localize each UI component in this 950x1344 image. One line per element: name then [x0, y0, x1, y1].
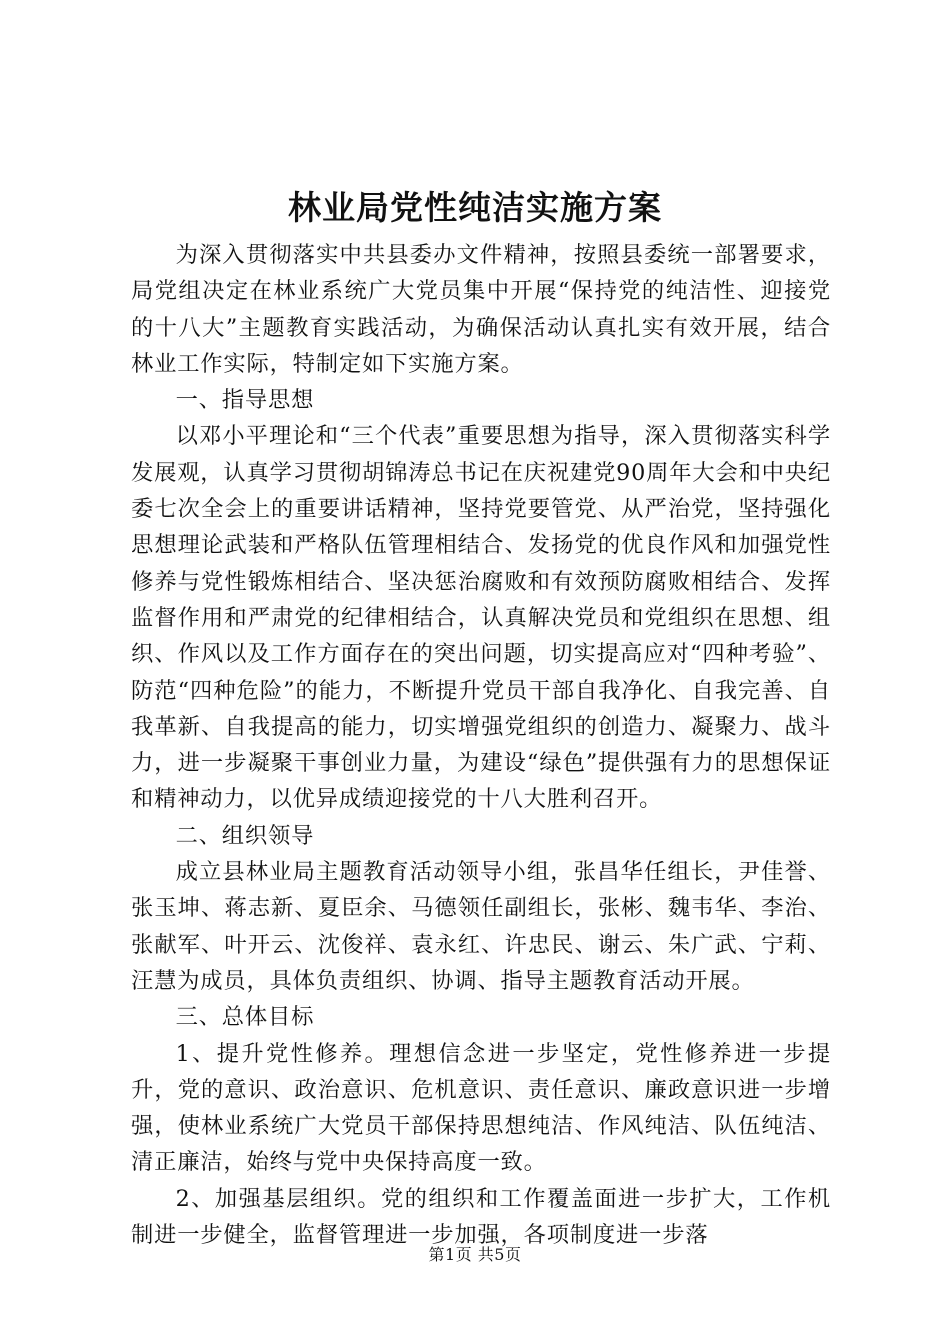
- section-heading-guiding-ideology: 一、指导思想: [175, 387, 315, 414]
- guiding-ideology-paragraph: 以邓小平理论和“三个代表”重要思想为指导，深入贯彻落实科学发展观，认真学习贯彻胡锦涛总书记在庆祝建党90周年大会和中央纪委七次全会上的重要讲话精神，坚持党要管党、从严治党，坚持强化思想理论武装和严格队伍管理相结合、发扬党的优良作风和加强党性修养与党性锻炼相结合、坚决惩治腐败和有效预防腐败相结合、发挥监督作用和严肃党的纪律相结合，认真解决党员和党组织在思想、组织、作风以及工作方面存在的突出问题，切实提高应对“四种考验”、防范“四种危险”的能力，不断提升党员干部自我净化、自我完善、自我革新、自我提高的能力，切实增强党组织的创造力、凝聚力、战斗力，进一步凝聚干事创业力量，为建设“绿色”提供强有力的思想保证和精神动力，以优异成绩迎接党的十八大胜利召开。: [131, 423, 831, 813]
- organization-leadership-paragraph: 成立县林业局主题教育活动领导小组，张昌华任组长，尹佳誉、张玉坤、蒋志新、夏臣余、马德领任副组长，张彬、魏韦华、李治、张献军、叶开云、沈俊祥、袁永红、许忠民、谢云、朱广武、宁莉、汪慧为成员，具体负责组织、协调、指导主题教育活动开展。: [131, 859, 831, 994]
- document-body: [131, 237, 831, 1253]
- document-title: 林业局党性纯洁实施方案: [288, 188, 662, 227]
- intro-paragraph: 为深入贯彻落实中共县委办文件精神，按照县委统一部署要求，局党组决定在林业系统广大党员集中开展“保持党的纯洁性、迎接党的十八大”主题教育实践活动，为确保活动认真扎实有效开展，结合林业工作实际，特制定如下实施方案。: [131, 242, 831, 377]
- section-heading-overall-goals: 三、总体目标: [175, 1004, 315, 1031]
- page-footer: 第1页 共5页: [428, 1245, 522, 1264]
- goal-1-paragraph: 1、提升党性修养。理想信念进一步坚定，党性修养进一步提升，党的意识、政治意识、危机意识、责任意识、廉政意识进一步增强，使林业系统广大党员干部保持思想纯洁、作风纯洁、队伍纯洁、清正廉洁，始终与党中央保持高度一致。: [131, 1040, 831, 1176]
- goal-2-paragraph: 2、加强基层组织。党的组织和工作覆盖面进一步扩大，工作机制进一步健全，监督管理进一步加强，各项制度进一步落: [131, 1185, 831, 1249]
- section-heading-organization-leadership: 二、组织领导: [175, 822, 315, 849]
